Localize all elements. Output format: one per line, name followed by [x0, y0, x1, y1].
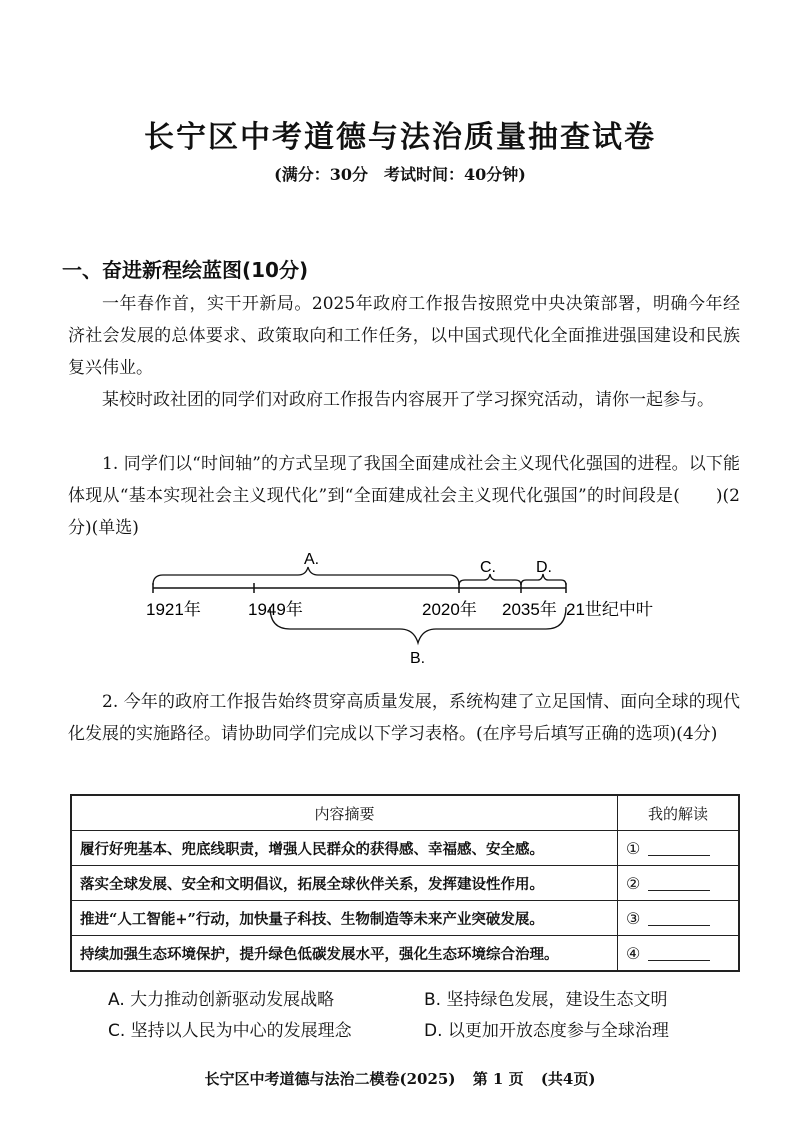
row-content: 推进“人工智能+”行动，加快量子科技、生物制造等未来产业突破发展。	[71, 901, 618, 936]
year-mid-century: 21世纪中叶	[566, 600, 653, 619]
answer-blank[interactable]	[648, 841, 710, 856]
section-heading: 一、奋进新程绘蓝图(10分)	[62, 258, 309, 282]
exam-subtitle: (满分：30分 考试时间：40分钟)	[274, 165, 526, 184]
row-number: ②	[626, 873, 641, 893]
table-row	[71, 901, 739, 936]
header-my-interpretation: 我的解读	[618, 795, 740, 831]
answer-blank[interactable]	[648, 946, 710, 961]
table-row	[71, 866, 739, 901]
label-c: C.	[480, 559, 496, 576]
year-1949: 1949年	[248, 600, 303, 619]
label-a: A.	[304, 551, 320, 568]
answer-blank[interactable]	[648, 911, 710, 926]
year-2020: 2020年	[422, 600, 477, 619]
page-footer	[0, 1068, 800, 1089]
answer-cell[interactable]	[618, 936, 740, 972]
label-b: B.	[410, 650, 426, 667]
row-number: ④	[626, 943, 641, 963]
exam-title: 长宁区中考道德与法治质量抽查试卷	[144, 120, 656, 155]
footer-exam-name: 长宁区中考道德与法治二模卷(2025)	[204, 1070, 456, 1088]
option-a: A. 大力推动创新驱动发展战略	[108, 990, 335, 1010]
footer-page-number: 第 1 页	[472, 1070, 524, 1088]
row-number: ①	[626, 838, 641, 858]
brace-a	[153, 567, 459, 585]
answer-cell[interactable]	[618, 831, 740, 866]
intro-paragraph-1: 一年春作首，实干开新局。2025年政府工作报告按照党中央决策部署，明确今年经济社会发展的总体要求、政策取向和工作任务，以中国式现代化全面推进强国建设和民族复兴伟业。	[68, 294, 740, 378]
question-2: 2. 今年的政府工作报告始终贯穿高质量发展，系统构建了立足国情、面向全球的现代化发展的实施路径。请协助同学们完成以下学习表格。(在序号后填写正确的选项)(4分)	[68, 692, 740, 744]
question-1	[68, 448, 740, 544]
question-1-text: 1. 同学们以“时间轴”的方式呈现了我国全面建成社会主义现代化强国的进程。以下能体现从“基本实现社会主义现代化”到“全面建成社会主义现代化强国”的时间段是(	[68, 454, 740, 506]
table-row	[71, 936, 739, 972]
row-content: 落实全球发展、安全和文明倡议，拓展全球伙伴关系，发挥建设性作用。	[71, 866, 618, 901]
table-row	[71, 831, 739, 866]
footer-total-pages: (共4页)	[540, 1070, 596, 1088]
answer-blank[interactable]	[648, 876, 710, 891]
option-b: B. 坚持绿色发展，建设生态文明	[424, 990, 668, 1010]
label-d: D.	[536, 559, 552, 576]
study-table	[70, 794, 740, 972]
question-1-suffix: )(2分)(单选)	[68, 486, 740, 538]
option-c: C. 坚持以人民为中心的发展理念	[108, 1021, 352, 1041]
row-content: 履行好兜基本、兜底线职责，增强人民群众的获得感、幸福感、安全感。	[71, 831, 618, 866]
year-2035: 2035年	[502, 600, 557, 619]
timeline-diagram	[0, 545, 800, 675]
table-header-row	[71, 795, 739, 831]
header-content-summary: 内容摘要	[71, 795, 618, 831]
row-number: ③	[626, 908, 641, 928]
answer-cell[interactable]	[618, 901, 740, 936]
year-1921: 1921年	[146, 600, 201, 619]
row-content: 持续加强生态环境保护，提升绿色低碳发展水平，强化生态环境综合治理。	[71, 936, 618, 972]
intro-paragraph-2: 某校时政社团的同学们对政府工作报告内容展开了学习探究活动，请你一起参与。	[102, 390, 714, 410]
answer-cell[interactable]	[618, 866, 740, 901]
option-d: D. 以更加开放态度参与全球治理	[424, 1021, 669, 1041]
